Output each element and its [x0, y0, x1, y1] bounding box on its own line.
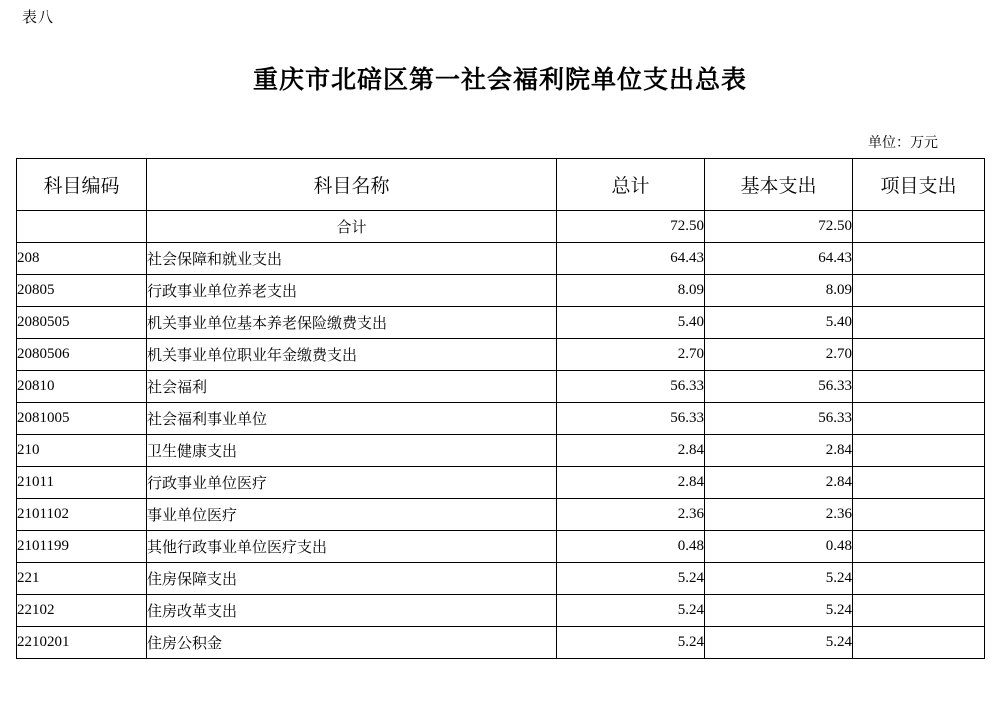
cell-total: 5.24 [557, 595, 705, 627]
cell-code: 22102 [17, 595, 147, 627]
column-header-total: 总计 [557, 159, 705, 211]
cell-code: 210 [17, 435, 147, 467]
cell-code: 2080505 [17, 307, 147, 339]
table-row [17, 371, 985, 403]
cell-code: 221 [17, 563, 147, 595]
cell-code [17, 211, 147, 243]
cell-project [853, 563, 985, 595]
table-row [17, 339, 985, 371]
table-row [17, 435, 985, 467]
table-row [17, 563, 985, 595]
cell-basic: 56.33 [705, 403, 853, 435]
cell-name: 行政事业单位养老支出 [147, 275, 557, 307]
cell-basic: 0.48 [705, 531, 853, 563]
table-row [17, 275, 985, 307]
cell-code: 2081005 [17, 403, 147, 435]
cell-project [853, 403, 985, 435]
cell-name: 机关事业单位基本养老保险缴费支出 [147, 307, 557, 339]
table-row [17, 307, 985, 339]
cell-total: 64.43 [557, 243, 705, 275]
cell-basic: 8.09 [705, 275, 853, 307]
cell-project [853, 275, 985, 307]
table-row [17, 595, 985, 627]
table-row [17, 243, 985, 275]
table-row [17, 211, 985, 243]
column-header-basic: 基本支出 [705, 159, 853, 211]
table-row [17, 403, 985, 435]
cell-total: 2.84 [557, 467, 705, 499]
cell-basic: 72.50 [705, 211, 853, 243]
table-body [17, 211, 985, 659]
cell-basic: 5.24 [705, 627, 853, 659]
cell-basic: 2.70 [705, 339, 853, 371]
table-row [17, 467, 985, 499]
cell-project [853, 595, 985, 627]
cell-project [853, 211, 985, 243]
cell-total: 2.70 [557, 339, 705, 371]
cell-name: 社会福利 [147, 371, 557, 403]
cell-name: 其他行政事业单位医疗支出 [147, 531, 557, 563]
cell-total: 5.24 [557, 627, 705, 659]
cell-project [853, 499, 985, 531]
cell-name: 机关事业单位职业年金缴费支出 [147, 339, 557, 371]
cell-code: 208 [17, 243, 147, 275]
cell-total: 56.33 [557, 403, 705, 435]
cell-name: 住房改革支出 [147, 595, 557, 627]
cell-code: 2101199 [17, 531, 147, 563]
cell-name: 社会福利事业单位 [147, 403, 557, 435]
cell-basic: 2.36 [705, 499, 853, 531]
cell-total: 72.50 [557, 211, 705, 243]
column-header-code: 科目编码 [17, 159, 147, 211]
cell-project [853, 307, 985, 339]
sheet-label: 表八 [22, 10, 55, 26]
cell-code: 21011 [17, 467, 147, 499]
cell-total: 2.36 [557, 499, 705, 531]
cell-basic: 5.24 [705, 563, 853, 595]
cell-total: 5.24 [557, 563, 705, 595]
cell-name: 社会保障和就业支出 [147, 243, 557, 275]
cell-basic: 5.40 [705, 307, 853, 339]
unit-note: 单位：万元 [868, 136, 938, 151]
cell-project [853, 627, 985, 659]
cell-project [853, 435, 985, 467]
cell-project [853, 243, 985, 275]
cell-total: 2.84 [557, 435, 705, 467]
expenditure-table [16, 158, 985, 659]
cell-code: 20805 [17, 275, 147, 307]
column-header-project: 项目支出 [853, 159, 985, 211]
cell-basic: 64.43 [705, 243, 853, 275]
cell-basic: 56.33 [705, 371, 853, 403]
table-header-row [17, 159, 985, 211]
cell-name: 合计 [147, 211, 557, 243]
cell-basic: 2.84 [705, 467, 853, 499]
page-title: 重庆市北碚区第一社会福利院单位支出总表 [252, 67, 747, 94]
cell-name: 行政事业单位医疗 [147, 467, 557, 499]
cell-name: 住房公积金 [147, 627, 557, 659]
cell-code: 20810 [17, 371, 147, 403]
cell-code: 2080506 [17, 339, 147, 371]
cell-basic: 2.84 [705, 435, 853, 467]
cell-total: 8.09 [557, 275, 705, 307]
table-row [17, 499, 985, 531]
cell-basic: 5.24 [705, 595, 853, 627]
cell-project [853, 467, 985, 499]
cell-code: 2210201 [17, 627, 147, 659]
cell-project [853, 339, 985, 371]
cell-total: 0.48 [557, 531, 705, 563]
column-header-name: 科目名称 [147, 159, 557, 211]
cell-project [853, 531, 985, 563]
table-row [17, 627, 985, 659]
cell-code: 2101102 [17, 499, 147, 531]
cell-name: 卫生健康支出 [147, 435, 557, 467]
cell-total: 5.40 [557, 307, 705, 339]
cell-total: 56.33 [557, 371, 705, 403]
table-row [17, 531, 985, 563]
cell-name: 住房保障支出 [147, 563, 557, 595]
cell-project [853, 371, 985, 403]
cell-name: 事业单位医疗 [147, 499, 557, 531]
